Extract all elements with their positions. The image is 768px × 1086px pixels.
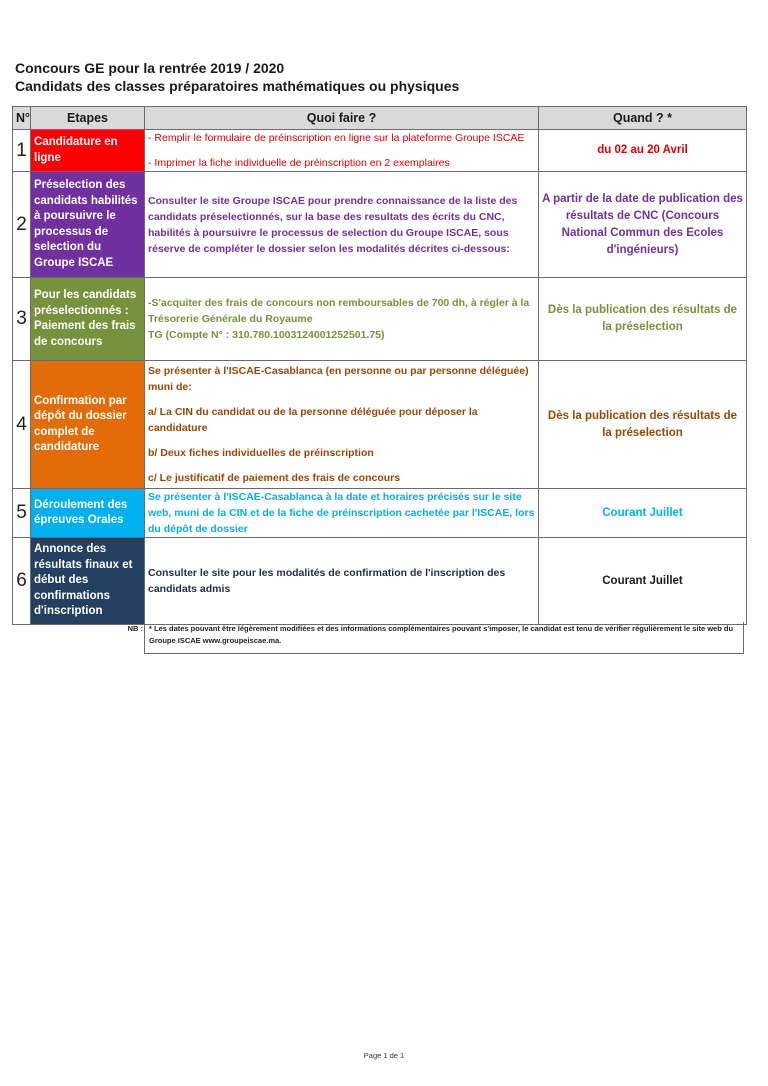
page-subtitle: Candidats des classes préparatoires mathématiques ou physiques [15,78,460,94]
schedule-table [12,106,747,625]
action-line: a/ La CIN du candidat ou de la personne déléguée pour déposer la candidature [148,406,478,434]
step-timing: Dès la publication des résultats de la préselection [539,361,747,489]
step-name: Déroulement des épreuves Orales [31,489,145,538]
step-number: 2 [13,172,31,278]
action-line: Se présenter à l'ISCAE-Casablanca à la date et horaires précisés sur le site web, muni de la CIN et de la fiche de préinscription cachetée par l'ISCAE, lors du dépôt de dossier [148,491,535,535]
step-action [145,130,539,172]
header-num: N° [13,107,31,130]
step-name: Candidature en ligne [31,130,145,172]
step-name: Annonce des résultats finaux et début des confirmations d'inscription [31,538,145,625]
step-action [145,278,539,361]
table-row [13,538,747,625]
step-timing: Courant Juillet [539,489,747,538]
action-line: b/ Deux fiches individuelles de préinscription [148,447,374,459]
action-line: c/ Le justificatif de paiement des frais de concours [148,472,401,484]
action-line: TG (Compte N° : 310.780.1003124001252501.75) [148,329,385,341]
action-line: Se présenter à l'ISCAE-Casablanca (en personne ou par personne déléguée) muni de: [148,365,529,393]
note-text: * Les dates pouvant être légèrement modifiées et des informations complémentaires pouvant s'imposer, le candidat est tenu de vérifier régulièrement le site web du Groupe ISCAE www.groupeiscae.ma. [144,622,744,654]
step-timing: A partir de la date de publication des résultats de CNC (Concours National Commun des Ecoles d'ingénieurs) [539,172,747,278]
step-number: 1 [13,130,31,172]
table-row [13,278,747,361]
step-name: Pour les candidats préselectionnés : Paiement des frais de concours [31,278,145,361]
table-row [13,130,747,172]
step-action [145,172,539,278]
step-action [145,489,539,538]
table-row [13,361,747,489]
step-action [145,361,539,489]
step-number: 3 [13,278,31,361]
step-timing: du 02 au 20 Avril [539,130,747,172]
table-row [13,172,747,278]
action-line: Consulter le site Groupe ISCAE pour prendre connaissance de la liste des candidats préselectionnés, sur la base des resultats des écrits du CNC, habilités à poursuivre le processus de selection du Groupe ISCAE, sous réserve de compléter le dossier selon les modalités décrites ci-dessous: [148,194,518,255]
page-number: Page 1 de 1 [363,1051,405,1060]
step-name: Préselection des candidats habilités à poursuivre le processus de selection du Groupe ISCAE [31,172,145,278]
step-timing: Courant Juillet [539,538,747,625]
step-name: Confirmation par dépôt du dossier complet de candidature [31,361,145,489]
table-row [13,489,747,538]
note-label: NB : [127,624,143,633]
action-line: - Imprimer la fiche individuelle de préinscription en 2 exemplaires [148,157,450,169]
action-line: - Remplir le formulaire de préinscription en ligne sur la plateforme Groupe ISCAE [148,132,525,144]
action-line: Consulter le site pour les modalités de confirmation de l'inscription des candidats admis [148,567,506,595]
header-quand: Quand ? * [539,107,747,130]
step-number: 5 [13,489,31,538]
table-header-row [13,107,747,130]
step-timing: Dès la publication des résultats de la préselection [539,278,747,361]
header-etapes: Etapes [31,107,145,130]
page-title: Concours GE pour la rentrée 2019 / 2020 [15,60,285,76]
step-number: 6 [13,538,31,625]
step-action [145,538,539,625]
step-number: 4 [13,361,31,489]
header-quoi: Quoi faire ? [145,107,539,130]
action-line: -S'acquiter des frais de concours non remboursables de 700 dh, à régler à la Trésorerie Générale du Royaume [148,297,530,325]
